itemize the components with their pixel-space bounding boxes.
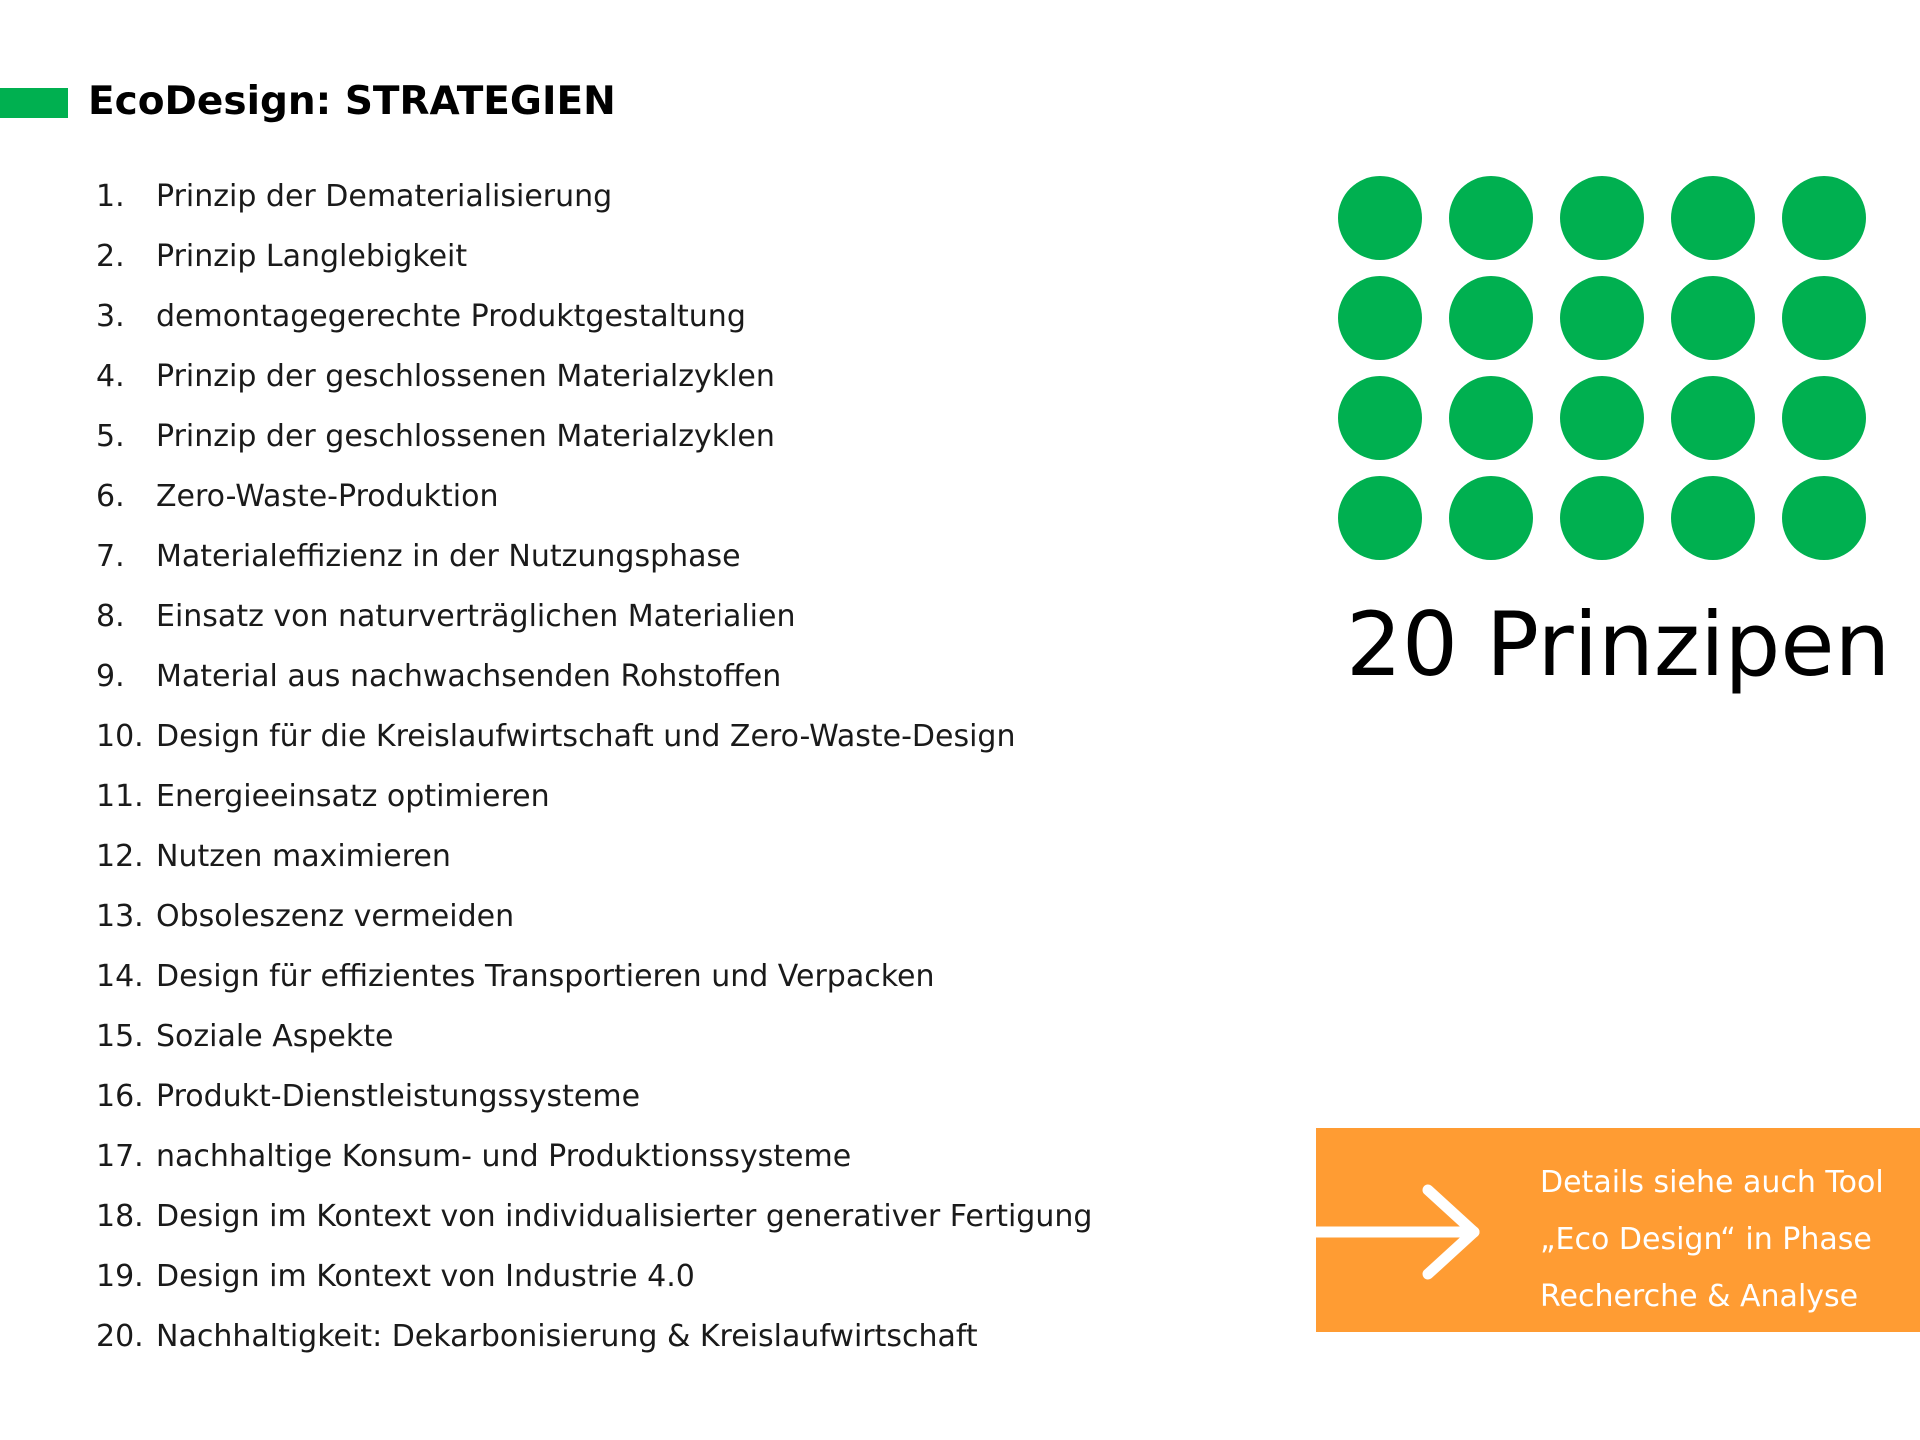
principle-text: Material aus nachwachsenden Rohstoffen <box>156 658 782 694</box>
principle-item <box>96 1066 1092 1126</box>
tool-link-line: „Eco Design“ in Phase <box>1540 1222 1872 1257</box>
principle-item <box>96 706 1092 766</box>
principle-number: 8. <box>96 598 125 634</box>
principle-dot <box>1338 476 1422 560</box>
principle-dot <box>1560 276 1644 360</box>
principle-text: Soziale Aspekte <box>156 1018 394 1054</box>
principle-text: Design für die Kreislaufwirtschaft und Zero-Waste-Design <box>156 718 1016 754</box>
principle-number: 15. <box>96 1018 144 1054</box>
principle-dot <box>1671 176 1755 260</box>
principle-item <box>96 466 1092 526</box>
principles-dot-grid <box>1338 176 1866 560</box>
principle-item <box>96 946 1092 1006</box>
principle-dot <box>1671 276 1755 360</box>
principle-text: Nutzen maximieren <box>156 838 451 874</box>
principle-item <box>96 886 1092 946</box>
principle-dot <box>1449 476 1533 560</box>
principle-text: nachhaltige Konsum- und Produktionssysteme <box>156 1138 852 1174</box>
principle-number: 13. <box>96 898 144 934</box>
principle-text: Prinzip der geschlossenen Materialzyklen <box>156 418 775 454</box>
principle-item <box>96 286 1092 346</box>
principle-text: Design im Kontext von individualisierter generativer Fertigung <box>156 1198 1093 1234</box>
principle-number: 5. <box>96 418 125 454</box>
principle-dot <box>1449 176 1533 260</box>
principle-text: Zero-Waste-Produktion <box>156 478 499 514</box>
principle-dot <box>1560 376 1644 460</box>
principle-number: 12. <box>96 838 144 874</box>
principle-number: 20. <box>96 1318 144 1354</box>
eco-design-tool-link[interactable] <box>1316 1128 1920 1332</box>
principle-dot <box>1449 376 1533 460</box>
principle-item <box>96 526 1092 586</box>
principle-text: Einsatz von naturverträglichen Materialien <box>156 598 796 634</box>
principle-item <box>96 1186 1092 1246</box>
principle-item <box>96 406 1092 466</box>
principle-item <box>96 1306 1092 1366</box>
principle-dot <box>1782 176 1866 260</box>
principle-item <box>96 1246 1092 1306</box>
principle-number: 2. <box>96 238 125 274</box>
principle-item <box>96 1006 1092 1066</box>
principle-item <box>96 166 1092 226</box>
principle-dot <box>1671 476 1755 560</box>
principle-dot <box>1782 476 1866 560</box>
principle-number: 7. <box>96 538 125 574</box>
principle-text: Design im Kontext von Industrie 4.0 <box>156 1258 695 1294</box>
principle-text: Prinzip der Dematerialisierung <box>156 178 613 214</box>
principle-dot <box>1338 276 1422 360</box>
principle-dot <box>1338 176 1422 260</box>
principle-text: demontagegerechte Produktgestaltung <box>156 298 746 334</box>
principle-item <box>96 826 1092 886</box>
principle-number: 11. <box>96 778 144 814</box>
principle-number: 17. <box>96 1138 144 1174</box>
principle-item <box>96 586 1092 646</box>
principle-text: Prinzip der geschlossenen Materialzyklen <box>156 358 775 394</box>
principle-item <box>96 766 1092 826</box>
principle-dot <box>1449 276 1533 360</box>
principle-dot <box>1782 276 1866 360</box>
principle-text: Energieeinsatz optimieren <box>156 778 550 814</box>
principles-count-label: 20 Prinzipen <box>1346 593 1891 696</box>
principle-item <box>96 1126 1092 1186</box>
principle-dot <box>1782 376 1866 460</box>
principle-text: Design für effizientes Transportieren und Verpacken <box>156 958 935 994</box>
principle-text: Obsoleszenz vermeiden <box>156 898 515 934</box>
tool-link-text <box>1540 1154 1910 1325</box>
principle-number: 16. <box>96 1078 144 1114</box>
principle-number: 4. <box>96 358 125 394</box>
principle-number: 18. <box>96 1198 144 1234</box>
principle-item <box>96 226 1092 286</box>
principle-number: 1. <box>96 178 125 214</box>
page-title: EcoDesign: STRATEGIEN <box>88 79 616 124</box>
principles-list <box>96 166 1092 1366</box>
principle-dot <box>1338 376 1422 460</box>
principle-text: Nachhaltigkeit: Dekarbonisierung & Kreislaufwirtschaft <box>156 1318 978 1354</box>
principle-number: 3. <box>96 298 125 334</box>
principle-dot <box>1671 376 1755 460</box>
arrow-right-icon <box>1316 1182 1496 1282</box>
principle-item <box>96 346 1092 406</box>
tool-link-line: Recherche & Analyse <box>1540 1279 1859 1314</box>
principle-text: Prinzip Langlebigkeit <box>156 238 468 274</box>
principle-text: Materialeffizienz in der Nutzungsphase <box>156 538 741 574</box>
principle-number: 19. <box>96 1258 144 1294</box>
principle-number: 9. <box>96 658 125 694</box>
principle-number: 6. <box>96 478 125 514</box>
principle-number: 10. <box>96 718 144 754</box>
title-accent-bar <box>0 88 68 118</box>
principle-number: 14. <box>96 958 144 994</box>
principle-item <box>96 646 1092 706</box>
principle-text: Produkt-Dienstleistungssysteme <box>156 1078 641 1114</box>
principle-dot <box>1560 476 1644 560</box>
principle-dot <box>1560 176 1644 260</box>
tool-link-line: Details siehe auch Tool <box>1540 1165 1884 1200</box>
